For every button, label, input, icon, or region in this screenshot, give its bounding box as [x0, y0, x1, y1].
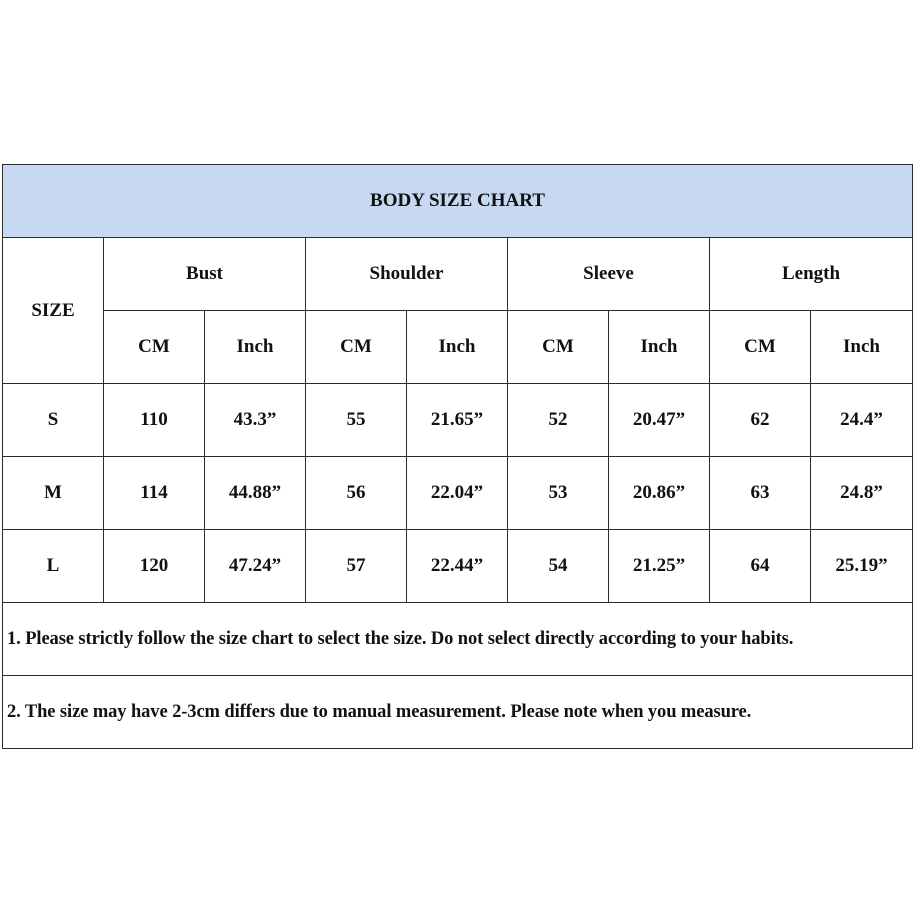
table-cell: 43.3”	[205, 384, 306, 457]
unit-header: Inch	[205, 311, 306, 384]
group-header-length: Length	[710, 238, 913, 311]
size-column-header: SIZE	[3, 238, 104, 384]
note-text: 1. Please strictly follow the size chart to select the size. Do not select directly according to your habits.	[3, 603, 913, 676]
table-cell: 44.88”	[205, 457, 306, 530]
note-text: 2. The size may have 2-3cm differs due to manual measurement. Please note when you measure.	[3, 676, 913, 749]
table-cell: 62	[710, 384, 811, 457]
table-cell: 24.4”	[811, 384, 913, 457]
table-cell: 22.04”	[407, 457, 508, 530]
group-header-bust: Bust	[104, 238, 306, 311]
table-cell: 63	[710, 457, 811, 530]
table-cell: 20.47”	[609, 384, 710, 457]
group-header-sleeve: Sleeve	[508, 238, 710, 311]
note-row	[3, 603, 913, 676]
table-row	[3, 384, 913, 457]
table-cell: 52	[508, 384, 609, 457]
group-header-row	[3, 238, 913, 311]
table-cell: 53	[508, 457, 609, 530]
unit-header: Inch	[407, 311, 508, 384]
title-row	[3, 165, 913, 238]
unit-header: Inch	[811, 311, 913, 384]
unit-header: CM	[104, 311, 205, 384]
table-cell: 64	[710, 530, 811, 603]
table-cell: 47.24”	[205, 530, 306, 603]
table-cell: 55	[306, 384, 407, 457]
unit-header: CM	[306, 311, 407, 384]
unit-header: CM	[710, 311, 811, 384]
table-row	[3, 530, 913, 603]
table-cell: 20.86”	[609, 457, 710, 530]
table-cell: 114	[104, 457, 205, 530]
table-cell: 120	[104, 530, 205, 603]
unit-header: Inch	[609, 311, 710, 384]
table-cell: 21.25”	[609, 530, 710, 603]
size-cell: S	[3, 384, 104, 457]
table-cell: 25.19”	[811, 530, 913, 603]
note-row	[3, 676, 913, 749]
table-cell: 21.65”	[407, 384, 508, 457]
chart-title: BODY SIZE CHART	[3, 165, 913, 238]
size-cell: M	[3, 457, 104, 530]
unit-header-row	[3, 311, 913, 384]
table-cell: 56	[306, 457, 407, 530]
size-chart-table	[2, 164, 913, 749]
table-cell: 24.8”	[811, 457, 913, 530]
table-cell: 54	[508, 530, 609, 603]
size-cell: L	[3, 530, 104, 603]
table-cell: 22.44”	[407, 530, 508, 603]
table-cell: 57	[306, 530, 407, 603]
group-header-shoulder: Shoulder	[306, 238, 508, 311]
unit-header: CM	[508, 311, 609, 384]
table-row	[3, 457, 913, 530]
table-cell: 110	[104, 384, 205, 457]
